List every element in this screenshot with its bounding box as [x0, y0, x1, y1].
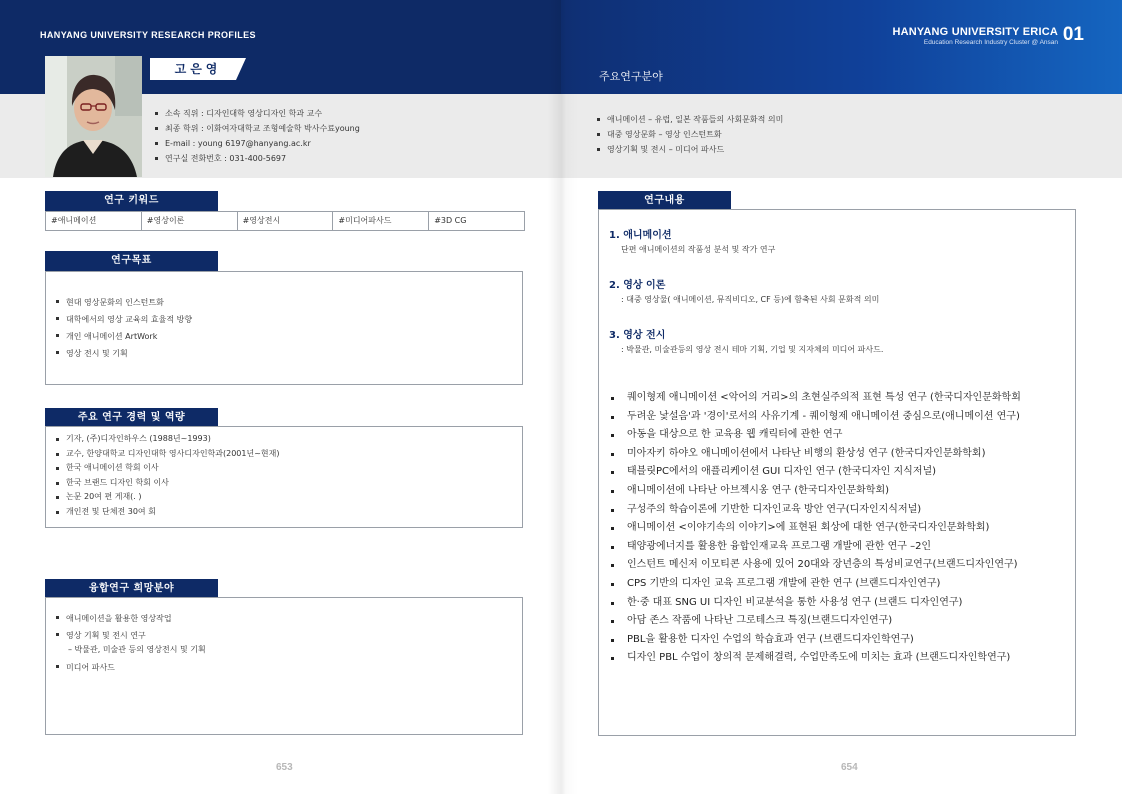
interest-list: [597, 112, 783, 157]
keyword-cell: #영상이론: [142, 212, 238, 230]
list-item: 대학에서의 영상 교육의 효율적 방향: [56, 311, 192, 328]
content-item: [609, 276, 879, 305]
content-item: [609, 326, 883, 355]
career-heading: 주요 연구 경력 및 역량: [45, 408, 218, 428]
paper-item: 한·중 대표 SNG UI 디자인 비교분석을 통한 사용성 연구 (브랜드 디자인연구): [609, 594, 1021, 613]
list-item: 기자, (주)디자인하우스 (1988년~1993): [56, 432, 280, 447]
goals-heading: 연구목표: [45, 251, 218, 271]
profile-info-list: [155, 106, 360, 166]
list-item: [56, 627, 206, 656]
paper-item: 인스턴트 메신저 이모티콘 사용에 있어 20대와 장년층의 특성비교연구(브랜드디자인연구): [609, 556, 1021, 575]
erica-title: HANYANG UNIVERSITY ERICA: [892, 26, 1058, 38]
item-text: 영상 기획 및 전시 연구: [66, 631, 146, 640]
content-heading: 연구내용: [598, 191, 731, 211]
goals-box: [45, 271, 523, 385]
paper-item: 두려운 낯설음'과 '경이'로서의 사유기계 - 퀘이형제 애니메이션 중심으로(애니메이션 연구): [609, 408, 1021, 427]
paper-item: 아동을 대상으로 한 교육용 웹 캐릭터에 관한 연구: [609, 426, 1021, 445]
list-item: [56, 659, 206, 676]
convergence-box: [45, 597, 523, 735]
goals-list: [56, 294, 192, 362]
running-header: HANYANG UNIVERSITY RESEARCH PROFILES: [40, 30, 256, 40]
content-item-title: 2. 영상 이론: [609, 280, 666, 291]
keyword-cell: #영상전시: [238, 212, 334, 230]
content-item-desc: 단편 애니메이션의 작품성 분석 및 작가 연구: [621, 245, 776, 254]
content-item-title: 3. 영상 전시: [609, 330, 666, 341]
career-list: [56, 432, 280, 520]
info-degree: 최종 학위 : 이화여자대학교 조형예술학 박사수료young: [155, 121, 360, 136]
chapter-number: 01: [1062, 24, 1084, 45]
person-name: 고은영: [174, 62, 222, 76]
paper-item: 구성주의 학습이론에 기반한 디자인교육 방안 연구(디자인지식저널): [609, 501, 1021, 520]
info-email: E-mail : young 6197@hanyang.ac.kr: [155, 136, 360, 151]
paper-item: 태양광에너지를 활용한 융합인재교육 프로그램 개발에 관한 연구 –2인: [609, 538, 1021, 557]
right-page: [561, 0, 1122, 794]
paper-list: [609, 389, 1021, 668]
convergence-list: [56, 610, 206, 676]
page-number: 653: [276, 762, 293, 773]
name-tag-slash: [236, 58, 246, 80]
keyword-cell: #미디어파사드: [333, 212, 429, 230]
profile-photo: [45, 56, 142, 177]
content-item: [609, 226, 775, 255]
keyword-cell: #3D CG: [434, 216, 467, 225]
name-tag: [150, 58, 246, 80]
keywords-heading: 연구 키워드: [45, 191, 218, 211]
paper-item: 퀘이형제 애니메이션 <악어의 거리>의 초현실주의적 표현 특성 연구 (한국디자인문화학회: [609, 389, 1021, 408]
list-item: 대중 영상문화 – 영상 인스턴트화: [597, 127, 783, 142]
content-item-desc: : 대중 영상물( 애니메이션, 뮤직비디오, CF 등)에 함축된 사회 문화적 의미: [621, 295, 880, 304]
page-number: 654: [841, 762, 858, 773]
keyword-cell: #애니메이션: [46, 212, 142, 230]
item-subtext: – 박물관, 미술관 등의 영상전시 및 기획: [68, 645, 206, 654]
career-box: [45, 426, 523, 528]
list-item: 애니메이션 – 유럽, 일본 작품들의 사회문화적 의미: [597, 112, 783, 127]
paper-item: CPS 기반의 디자인 교육 프로그램 개발에 관한 연구 (브랜드디자인연구): [609, 575, 1021, 594]
list-item: 논문 20여 편 게재(. ): [56, 490, 280, 505]
paper-item: 애니메이션 <이야기속의 이야기>에 표현된 회상에 대한 연구(한국디자인문화학회): [609, 519, 1021, 538]
info-position: 소속 직위 : 디자인대학 영상디자인 학과 교수: [155, 106, 360, 121]
paper-item: 미아자키 하야오 애니메이션에서 나타난 비행의 환상성 연구 (한국디자인문화학회): [609, 445, 1021, 464]
list-item: 개인전 및 단체전 30여 회: [56, 505, 280, 520]
convergence-heading: 융합연구 희망분야: [45, 579, 218, 599]
list-item: 한국 브랜드 디자인 학회 이사: [56, 476, 280, 491]
paper-item: 태블릿PC에서의 애플리케이션 GUI 디자인 연구 (한국디자인 지식저널): [609, 463, 1021, 482]
list-item: 개인 애니메이션 ArtWork: [56, 328, 192, 345]
university-branding: [892, 26, 1058, 46]
list-item: 한국 애니메이션 학회 이사: [56, 461, 280, 476]
list-item: [56, 610, 206, 627]
paper-item: 아담 존스 작품에 나타난 그로테스크 특징(브랜드디자인연구): [609, 612, 1021, 631]
item-text: 미디어 파사드: [66, 663, 115, 672]
item-text: 애니메이션을 활용한 영상작업: [66, 614, 172, 623]
erica-subtitle: Education Research Industry Cluster @ Ansan: [923, 39, 1058, 46]
content-item-title: 1. 애니메이션: [609, 230, 672, 241]
paper-item: 애니메이션에 나타난 아브젝시옹 연구 (한국디자인문화학회): [609, 482, 1021, 501]
keywords-row: [45, 211, 525, 231]
list-item: 영상기획 및 전시 – 미디어 파사드: [597, 142, 783, 157]
list-item: 현대 영상문화의 인스턴트화: [56, 294, 192, 311]
list-item: 영상 전시 및 기획: [56, 345, 192, 362]
paper-item: 디자인 PBL 수업이 창의적 문제해결력, 수업만족도에 미치는 효과 (브랜드디자인학연구): [609, 649, 1021, 668]
paper-item: PBL을 활용한 디자인 수업의 학습효과 연구 (브랜드디자인학연구): [609, 631, 1021, 650]
content-item-desc: : 박물관, 미술관등의 영상 전시 테마 기획, 기업 및 지자체의 미디어 파사드.: [621, 345, 884, 354]
list-item: 교수, 한양대학교 디자인대학 영사디자인학과(2001년~현재): [56, 447, 280, 462]
interest-title: 주요연구분야: [599, 70, 663, 83]
info-phone: 연구실 전화번호 : 031-400-5697: [155, 151, 360, 166]
